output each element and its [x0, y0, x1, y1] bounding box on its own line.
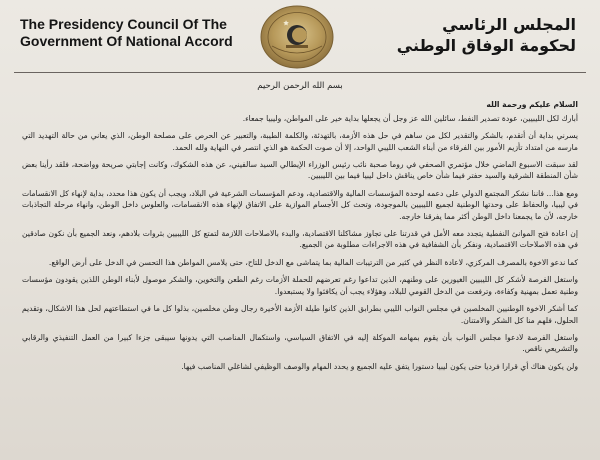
paragraph-9: واستغل الفرصة لادعوا مجلس النواب بأن يقوم بمهامه الموكلة إليه في الاتفاق السياسي، واستكمال المناصب التي يدونها سيبقى جزءا كبيرا من العمل التنفيذي والرقابي والتشريعي ناقص.: [22, 332, 578, 354]
greeting: السلام عليكم ورحمة الله: [486, 100, 578, 110]
paragraph-8: كما أشكر الاخوة الوطنيين المخلصين في مجلس النواب الليبي بطرابق الذين كانوا طيلة الأزمة الأخيرة رجال وطن مخلصين، بذلوا كل ما في استطاعتهم لحل هذا الاشكال، وتقديم الحلول، فلهم منا كل الشكر والامتنان.: [22, 304, 578, 325]
letterhead-english-line2: Government Of National Accord: [20, 33, 233, 49]
letterhead-arabic: [397, 14, 576, 56]
paragraph-5: إن اعادة فتح الموانئ النفطية يتجدد معه الأمل في قدرتنا على تجاوز مشاكلنا الاقتصادية، والبدء بالاصلاحات اللازمة لتمتع كل الليبيين بثروات بلادهم، ونعد الجميع بأن نكون صادقين في هذه الاصلاحات الاقتصادية، ونفكر بأن الشفافية في هذه الاجراءات مطلوبة من الجميع.: [22, 229, 578, 250]
paragraph-6: كما ندعو الاخوة بالمصرف المركزي، لاعادة النظر في كثير من الترتيبات المالية بما يتماشى مع الدخل للتاح، حتى يلامس المواطن هذا التحسن في الدخل على أرض الواقع.: [48, 257, 578, 267]
letterhead: [14, 8, 586, 70]
paragraph-7: واستغل الفرصة لأشكر كل الليبيين الغيورين على وطنهم، الذين تداعوا رغم تعرضهم للحملة الأزمات رغم الطعن والتخوين، والشكر موصول لأبناء الوطن اللذين يقودون مؤسسات وطنية تعمل بمهنية وكفاءة، وترفعت من الدخل القومي للبلاد، وهؤلاء يجب أن يكافئوا ولا يستبعدوا.: [22, 275, 578, 296]
presidency-seal-emblem: [258, 4, 336, 70]
basmala: بسم الله الرحمن الرحيم: [257, 81, 343, 91]
paragraph-4: ومع هذا... فاننا نشكر المجتمع الدولي على دعمه لوحدة المؤسسات المالية والاقتصادية، ودعم المؤسسات الشرعية في البلاد، ويجب أن يكون هذا محدد، بداية لإنهاء كل الانقسامات في ليبيا، والحفاظ على وحدتها الوطنية لجميع الليبيين بالموجودة، وتحث كل الأجسام الموازية على الاتفاق لإنهاء هذه الانقسامات، والعلوس داخل الوطن، وانهاء مرحلة التجاذبات خارجه، لأن ما يجمعنا داخل الوطن أكثر مما يفرقنا خارجه.: [22, 188, 578, 221]
letter-body: [14, 81, 586, 372]
letterhead-english-line1: The Presidency Council Of The: [20, 16, 227, 32]
paragraph-3: لقد سبقت الاسبوع الماضي خلال مؤتمري الصحفي في روما صحبة نائب رئيس الوزراء الإيطالي السيد سالفيني، عن هذه الشكوك، وكانت إجابتي صريحة وواضحة، فلقد رأينا بعض شأن المنطقة الشرقية والسيد حفتر فيما شأن خاص يناقش داخل ليبيا فيما بين الليبيين.: [22, 160, 578, 181]
paragraph-2: يسرني بداية أن أتقدم، بالشكر والتقدير لكل من ساهم في حل هذه الأزمة، بالتهدئة، والكلمة الطيبة، والتعبير عن الحرص على مصلحة الوطن، الذي يعاني من حالة التهديد التي مارسه من امتداد تأزيم الأمور بين الفرقاء من أبناء الشعب الليبي الواحد، إلا أن صوت الحكمة هو الذي انتصر في النهاية ولله الحمد.: [22, 131, 578, 152]
paragraph-10: ولن يكون هناك أي قرارا فرديا حتى يكون ليبيا دستورا يتفق عليه الجميع و يحدد المهام والوصف الوظيفي لشاغلي المناصب فيها.: [181, 361, 578, 371]
paragraph-1: أبارك لكل الليبيين، عودة تصدير النفط، سائلين الله عز وجل أن يجعلها بداية خير على المواطن، وليبيا جمعاء.: [242, 113, 578, 123]
letterhead-arabic-line2: لحكومة الوفاق الوطني: [396, 36, 576, 55]
letterhead-english: [20, 16, 233, 50]
letterhead-divider: [14, 72, 586, 73]
letterhead-arabic-line1: المجلس الرئاسي: [442, 15, 576, 34]
